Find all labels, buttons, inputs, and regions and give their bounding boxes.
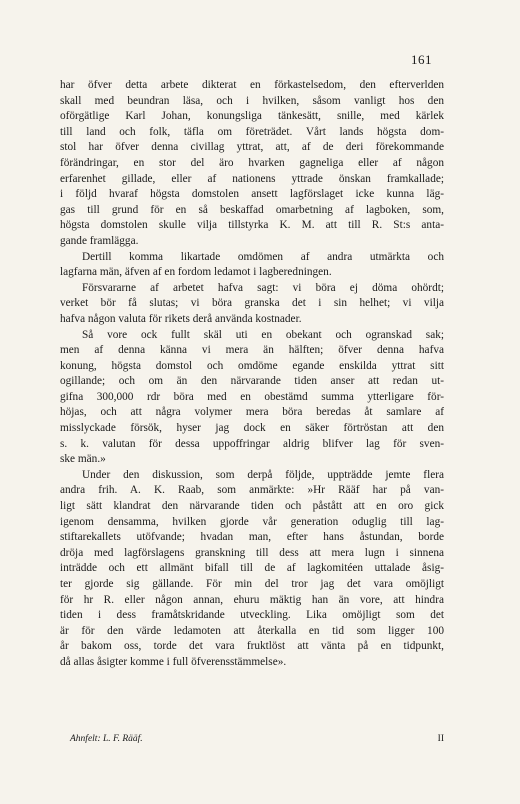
text-line: erfarenhet gillade, eller af nationens yttrade önskan framkallade; <box>60 172 444 185</box>
signature-mark: II <box>437 734 444 744</box>
text-line: höjas, och att några volymer mera böra beredas åt samlare af <box>60 406 444 419</box>
paragraph <box>60 468 444 671</box>
text-line: men af denna känna vi mera än hälften; öfver denna hafva <box>60 344 444 357</box>
text-line: stiftarekallets utöfvande; hvadan man, efter hans åstundan, borde <box>60 531 444 544</box>
paragraph <box>60 328 444 468</box>
text-line: s. k. valutan för dessa uppoffringar aldrig blifver lag för sven- <box>60 437 444 450</box>
text-line: Under den diskussion, som derpå följde, uppträdde jemte flera <box>82 468 444 481</box>
body-text <box>60 78 444 671</box>
text-line: dröja med lagförslagens granskning till dess att mera lugn i sinnena <box>60 546 444 559</box>
text-line: stol har öfver denna civillag yttrat, att, af de deri förekommande <box>60 141 444 154</box>
text-line: i följd hvaraf högsta domstolen ansett lagförslaget icke kunna läg- <box>60 188 444 201</box>
text-line: gas till grund för en så beskaffad omarbetning af lagboken, som, <box>60 203 444 216</box>
text-line: gande framlägga. <box>60 234 139 247</box>
text-line: skall med beundran läsa, och i hvilken, såsom vanligt hos den <box>60 94 444 107</box>
text-line: Dertill komma likartade omdömen af andra utmärkta och <box>82 250 444 263</box>
text-line: är för den värde ledamoten att återkalla en tid som ligger 100 <box>60 624 444 637</box>
text-line: ske män.» <box>60 453 106 466</box>
text-line: ter gjorde sig gällande. För min del tror jag det vara omöjligt <box>60 578 444 590</box>
text-line: ligt sätt klandrat den närvarande tiden och påstått att en oro gick <box>60 500 444 513</box>
text-line: verket bör få slutas; vi böra granska det i sin helhet; vi vilja <box>60 297 444 310</box>
text-line: konung, högsta domstol och omdöme egande enskilda yttrat sitt <box>60 359 444 372</box>
text-line: igenom densamma, hvilken gjorde vår generation oduglig till lag- <box>60 515 444 528</box>
page-number: 161 <box>411 52 432 67</box>
text-line: oförgätlige Karl Johan, konungsliga tänkesätt, snille, med kärlek <box>60 110 444 123</box>
text-line: Så vore ock fullt skäl uti en obekant och ogranskad sak; <box>82 328 444 341</box>
text-line: ogillande; och om än den närvarande tiden anser att redan ut- <box>60 375 444 388</box>
running-footer-author: Ahnfelt: L. F. Rääf. <box>70 734 143 744</box>
text-line: Försvararne af arbetet hafva sagt: vi böra ej döma ohördt; <box>82 281 444 294</box>
text-line: till land och folk, täfla om företrädet. Vårt lands högsta dom- <box>60 125 444 138</box>
text-line: tiden i dess framåtskridande utveckling. Lika omöjligt som det <box>60 609 444 622</box>
text-line: högsta domstolen skulle vilja tillstyrka K. M. att till R. St:s anta- <box>60 219 444 232</box>
paragraph <box>60 78 444 250</box>
paragraph <box>60 281 444 328</box>
text-line: år bakom oss, torde det vara fruktlöst att vänta på en tidpunkt, <box>60 640 444 653</box>
paragraph <box>60 250 444 281</box>
text-line: då allas åsigter komme i full öfverensstämmelse». <box>60 655 287 668</box>
text-line: har öfver detta arbete dikterat en förkastelsedom, den efterverlden <box>60 79 444 91</box>
text-line: misslyckade försök, hyser jag dock en säker förtröstan att den <box>60 422 444 435</box>
text-line: lagfarna män, äfven af en fordom ledamot i lagberedningen. <box>60 266 332 279</box>
text-line: gifna 300,000 rdr böra med en obestämd summa ytterligare för- <box>60 390 444 403</box>
text-line: andra frih. A. K. Raab, som anmärkte: »Hr Rääf har på van- <box>60 484 444 497</box>
text-line: för hr R. eller någon annan, ehuru mäktig han än vore, att hindra <box>60 593 444 606</box>
text-line: inträdde och ett allmänt bifall till de af lagkomitéen uttalade åsig- <box>60 562 444 575</box>
text-line: hafva någon valuta för rikets derå använda kostnader. <box>60 312 302 325</box>
text-line: förändringar, en stor del äro hvarken gagneliga eller af någon <box>60 156 444 169</box>
